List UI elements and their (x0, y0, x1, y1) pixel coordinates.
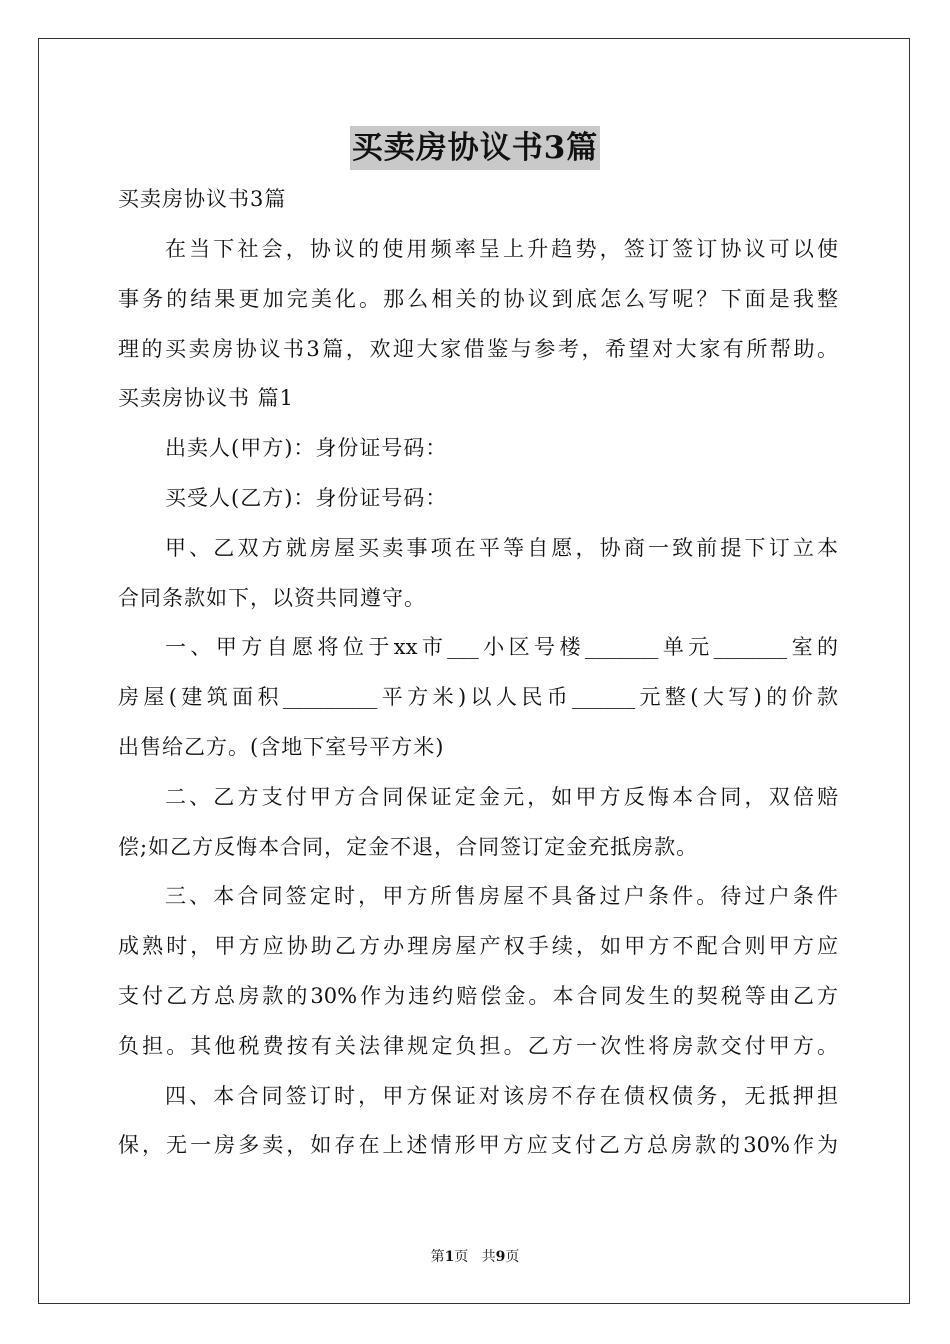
clause-line: 三、本合同签定时，甲方所售房屋不具备过户条件。待过户条件 (165, 884, 838, 908)
page-border (38, 38, 910, 1304)
footer-prefix: 第 (430, 1249, 445, 1265)
footer-current-page: 1 (444, 1249, 455, 1265)
section-heading: 买卖房协议书 篇1 (118, 386, 295, 410)
paragraph-line: 事务的结果更加完美化。那么相关的协议到底怎么写呢？下面是我整 (118, 287, 838, 311)
clause-line: 一、甲方自愿将位于xx市___小区号楼_______单元_______室的 (165, 635, 838, 659)
clause-line: 出售给乙方。(含地下室号平方米) (118, 735, 445, 759)
clause-line: 房屋(建筑面积_________平方米)以人民币______元整(大写)的价款 (118, 685, 838, 709)
subtitle-line: 买卖房协议书3篇 (118, 187, 287, 211)
paragraph-line: 在当下社会，协议的使用频率呈上升趋势，签订签订协议可以使 (165, 237, 838, 261)
footer-mid: 页 共 (454, 1249, 496, 1265)
clause-line: 负担。其他税费按有关法律规定负担。乙方一次性将房款交付甲方。 (118, 1034, 838, 1058)
clause-line: 四、本合同签订时，甲方保证对该房不存在债权债务，无抵押担 (165, 1084, 838, 1108)
clause-line: 支付乙方总房款的30%作为违约赔偿金。本合同发生的契税等由乙方 (118, 984, 838, 1008)
page-footer (0, 1248, 950, 1266)
clause-line: 成熟时，甲方应协助乙方办理房屋产权手续，如甲方不配合则甲方应 (118, 934, 838, 958)
paragraph-line: 甲、乙双方就房屋买卖事项在平等自愿，协商一致前提下订立本 (165, 536, 838, 560)
footer-suffix: 页 (505, 1249, 520, 1265)
clause-line: 偿;如乙方反悔本合同，定金不退，合同签订定金充抵房款。 (118, 835, 699, 859)
paragraph-line: 合同条款如下，以资共同遵守。 (118, 586, 426, 610)
clause-line: 二、乙方支付甲方合同保证定金元，如甲方反悔本合同，双倍赔 (165, 785, 838, 809)
seller-line: 出卖人(甲方)：身份证号码： (165, 436, 448, 460)
footer-total-pages: 9 (495, 1249, 506, 1265)
paragraph-line: 理的买卖房协议书3篇，欢迎大家借鉴与参考，希望对大家有所帮助。 (118, 337, 838, 361)
title-wrap (0, 126, 950, 170)
buyer-line: 买受人(乙方)：身份证号码： (165, 486, 448, 510)
document-title: 买卖房协议书3篇 (350, 126, 601, 170)
clause-line: 保，无一房多卖，如存在上述情形甲方应支付乙方总房款的30%作为 (118, 1133, 838, 1157)
